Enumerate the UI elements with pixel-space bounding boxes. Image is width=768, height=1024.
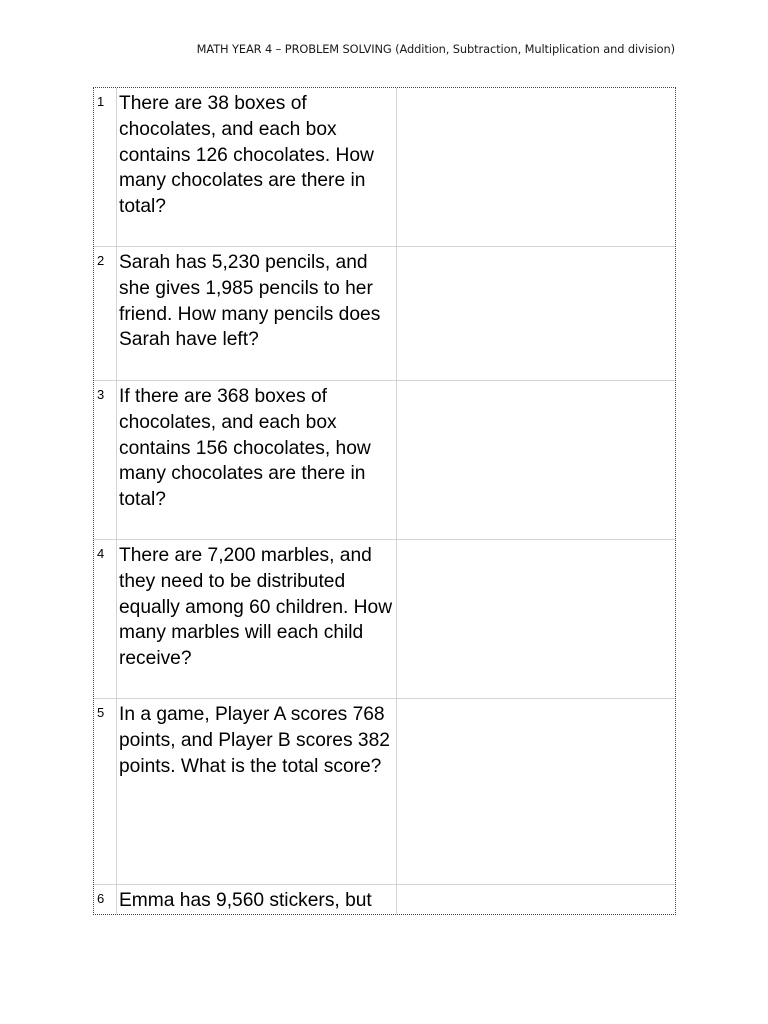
question-number: 6: [97, 891, 105, 906]
question-text: Sarah has 5,230 pencils, and she gives 1,985 pencils to her friend. How many pencils does Sarah have left?: [119, 252, 381, 351]
column-divider: [116, 699, 117, 884]
question-number: 3: [97, 387, 105, 402]
question-text: In a game, Player A scores 768 points, and Player B scores 382 points. What is the total score?: [119, 704, 390, 777]
question-text: There are 38 boxes of chocolates, and each box contains 126 chocolates. How many chocolates are there in total?: [119, 93, 374, 218]
column-divider: [116, 88, 117, 246]
answer-cell[interactable]: [397, 885, 675, 914]
table-row: [94, 88, 675, 247]
table-row: [94, 885, 675, 914]
column-divider: [116, 885, 117, 914]
question-text: There are 7,200 marbles, and they need to be distributed equally among 60 children. How many marbles will each child receive?: [119, 545, 393, 670]
page-title: MATH YEAR 4 – PROBLEM SOLVING (Addition, Subtraction, Multiplication and division): [196, 42, 675, 56]
answer-cell[interactable]: [397, 88, 675, 246]
question-number: 4: [97, 546, 105, 561]
answer-cell[interactable]: [397, 540, 675, 698]
column-divider: [116, 540, 117, 698]
column-divider: [116, 247, 117, 380]
table-row: [94, 540, 675, 699]
question-number: 2: [97, 253, 105, 268]
table-row: [94, 699, 675, 885]
answer-cell[interactable]: [397, 381, 675, 539]
answer-cell[interactable]: [397, 699, 675, 884]
question-text: If there are 368 boxes of chocolates, and each box contains 156 chocolates, how many chocolates are there in total?: [119, 386, 371, 511]
column-divider: [116, 381, 117, 539]
question-number: 5: [97, 705, 105, 720]
question-text: Emma has 9,560 stickers, but: [119, 890, 372, 911]
table-row: [94, 381, 675, 540]
question-number: 1: [97, 94, 105, 109]
answer-cell[interactable]: [397, 247, 675, 380]
table-row: [94, 247, 675, 381]
problem-table: [93, 87, 676, 915]
